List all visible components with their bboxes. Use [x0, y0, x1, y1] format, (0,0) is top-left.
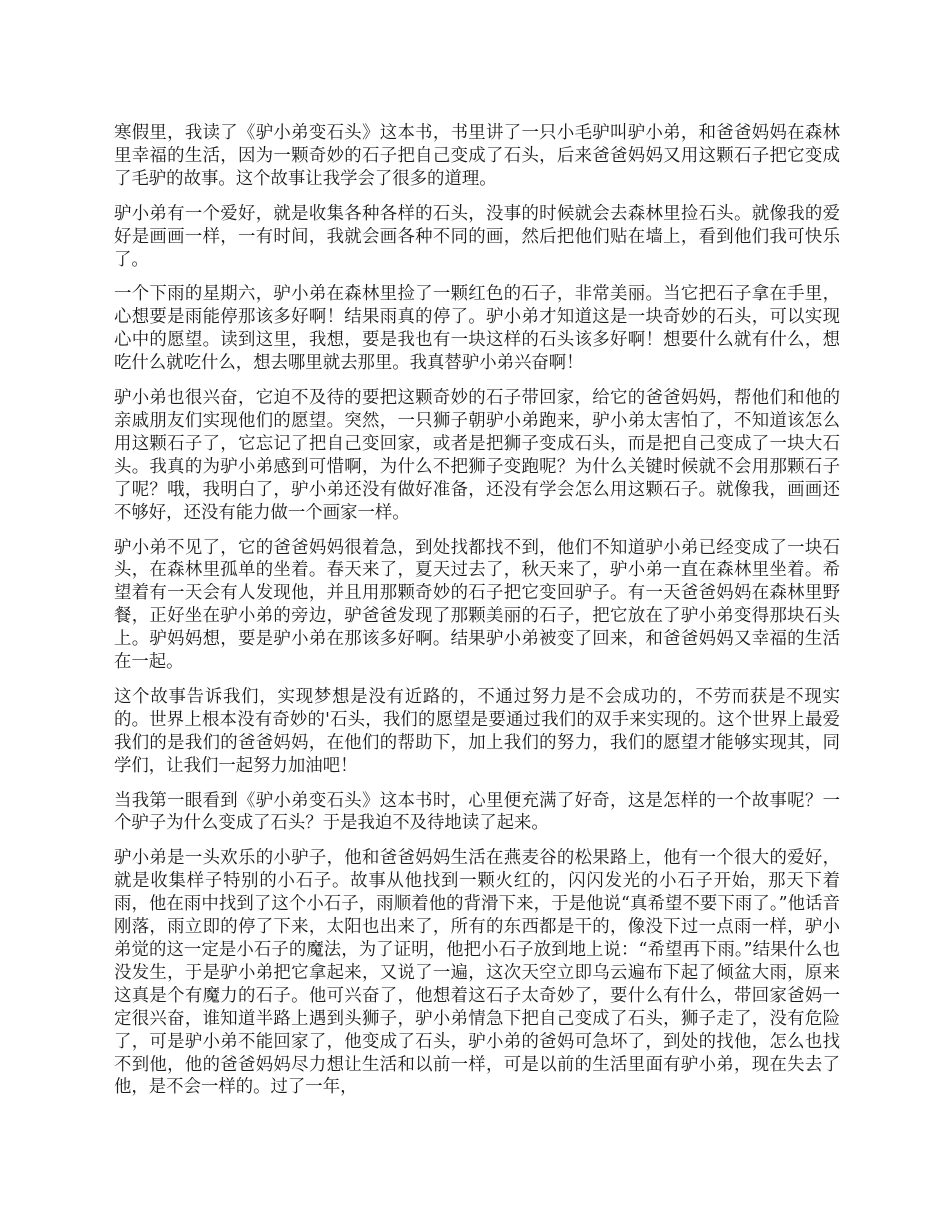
paragraph-1: 寒假里，我读了《驴小弟变石头》这本书，书里讲了一只小毛驴叫驴小弟，和爸爸妈妈在森林里幸福的生活，因为一颗奇妙的石子把自己变成了石头，后来爸爸妈妈又用这颗石子把它变成了毛驴的故事。这个故事让我学会了很多的道理。 [114, 123, 840, 189]
paragraph-4: 驴小弟也很兴奋，它迫不及待的要把这颗奇妙的石子带回家，给它的爸爸妈妈，帮他们和他的亲戚朋友们实现他们的愿望。突然，一只狮子朝驴小弟跑来，驴小弟太害怕了，不知道该怎么用这颗石子了，它忘记了把自己变回家，或者是把狮子变成石头，而是把自己变成了一块大石头。我真的为驴小弟感到可惜啊，为什么不把狮子变跑呢？为什么关键时候就不会用那颗石子了呢？哦，我明白了，驴小弟还没有做好准备，还没有学会怎么用这颗石子。就像我，画画还不够好，还没有能力做一个画家一样。 [114, 388, 840, 523]
paragraph-7: 当我第一眼看到《驴小弟变石头》这本书时，心里便充满了好奇，这是怎样的一个故事呢？一个驴子为什么变成了石头？于是我迫不及待地读了起来。 [114, 790, 840, 834]
paragraph-2: 驴小弟有一个爱好，就是收集各种各样的石头，没事的时候就会去森林里捡石头。就像我的爱好是画画一样，一有时间，我就会画各种不同的画，然后把他们贴在墙上，看到他们我可快乐了。 [114, 203, 840, 270]
paragraph-3: 一个下雨的星期六，驴小弟在森林里捡了一颗红色的石子，非常美丽。当它把石子拿在手里，心想要是雨能停那该多好啊！结果雨真的停了。驴小弟才知道这是一块奇妙的石头，可以实现心中的愿望。读到这里，我想，要是我也有一块这样的石头该多好啊！想要什么就有什么，想吃什么就吃什么，想去哪里就去那里。我真替驴小弟兴奋啊！ [114, 284, 840, 374]
paragraph-6: 这个故事告诉我们，实现梦想是没有近路的，不通过努力是不会成功的，不劳而获是不现实的。世界上根本没有奇妙的'石头，我们的愿望是要通过我们的双手来实现的。这个世界上最爱我们的是我们的爸爸妈妈，在他们的帮助下，加上我们的努力，我们的愿望才能够实现其，同学们，让我们一起努力加油吧！ [114, 686, 840, 776]
paragraph-5: 驴小弟不见了，它的爸爸妈妈很着急，到处找都找不到，他们不知道驴小弟已经变成了一块石头，在森林里孤单的坐着。春天来了，夏天过去了，秋天来了，驴小弟一直在森林里坐着。希望着有一天会有人发现他，并且用那颗奇妙的石子把它变回驴子。有一天爸爸妈妈在森林里野餐，正好坐在驴小弟的旁边，驴爸爸发现了那颗美丽的石子，把它放在了驴小弟变得那块石头上。驴妈妈想，要是驴小弟在那该多好啊。结果驴小弟被变了回来，和爸爸妈妈又幸福的生活在一起。 [114, 537, 840, 673]
paragraph-8: 驴小弟是一头欢乐的小驴子，他和爸爸妈妈生活在燕麦谷的松果路上，他有一个很大的爱好，就是收集样子特别的小石子。故事从他找到一颗火红的，闪闪发光的小石子开始，那天下着雨，他在雨中找到了这个小石子，雨顺着他的背滑下来，于是他说“真希望不要下雨了。”他话音刚落，雨立即的停了下来，太阳也出来了，所有的东西都是干的，像没下过一点雨一样，驴小弟觉的这一定是小石子的魔法，为了证明，他把小石子放到地上说：“希望再下雨。”结果什么也没发生，于是驴小弟把它拿起来，又说了一遍，这次天空立即乌云遍布下起了倾盆大雨，原来这真是个有魔力的石子。他可兴奋了，他想着这石子太奇妙了，要什么有什么，带回家爸妈一定很兴奋，谁知道半路上遇到头狮子，驴小弟情急下把自己变成了石头，狮子走了，没有危险了，可是驴小弟不能回家了，他变成了石头，驴小弟的爸妈可急坏了，到处的找他，怎么也找不到他，他的爸爸妈妈尽力想让生活和以前一样，可是以前的生活里面有驴小弟，现在失去了他，是不会一样的。过了一年， [114, 848, 840, 1098]
document-body [114, 122, 840, 1111]
